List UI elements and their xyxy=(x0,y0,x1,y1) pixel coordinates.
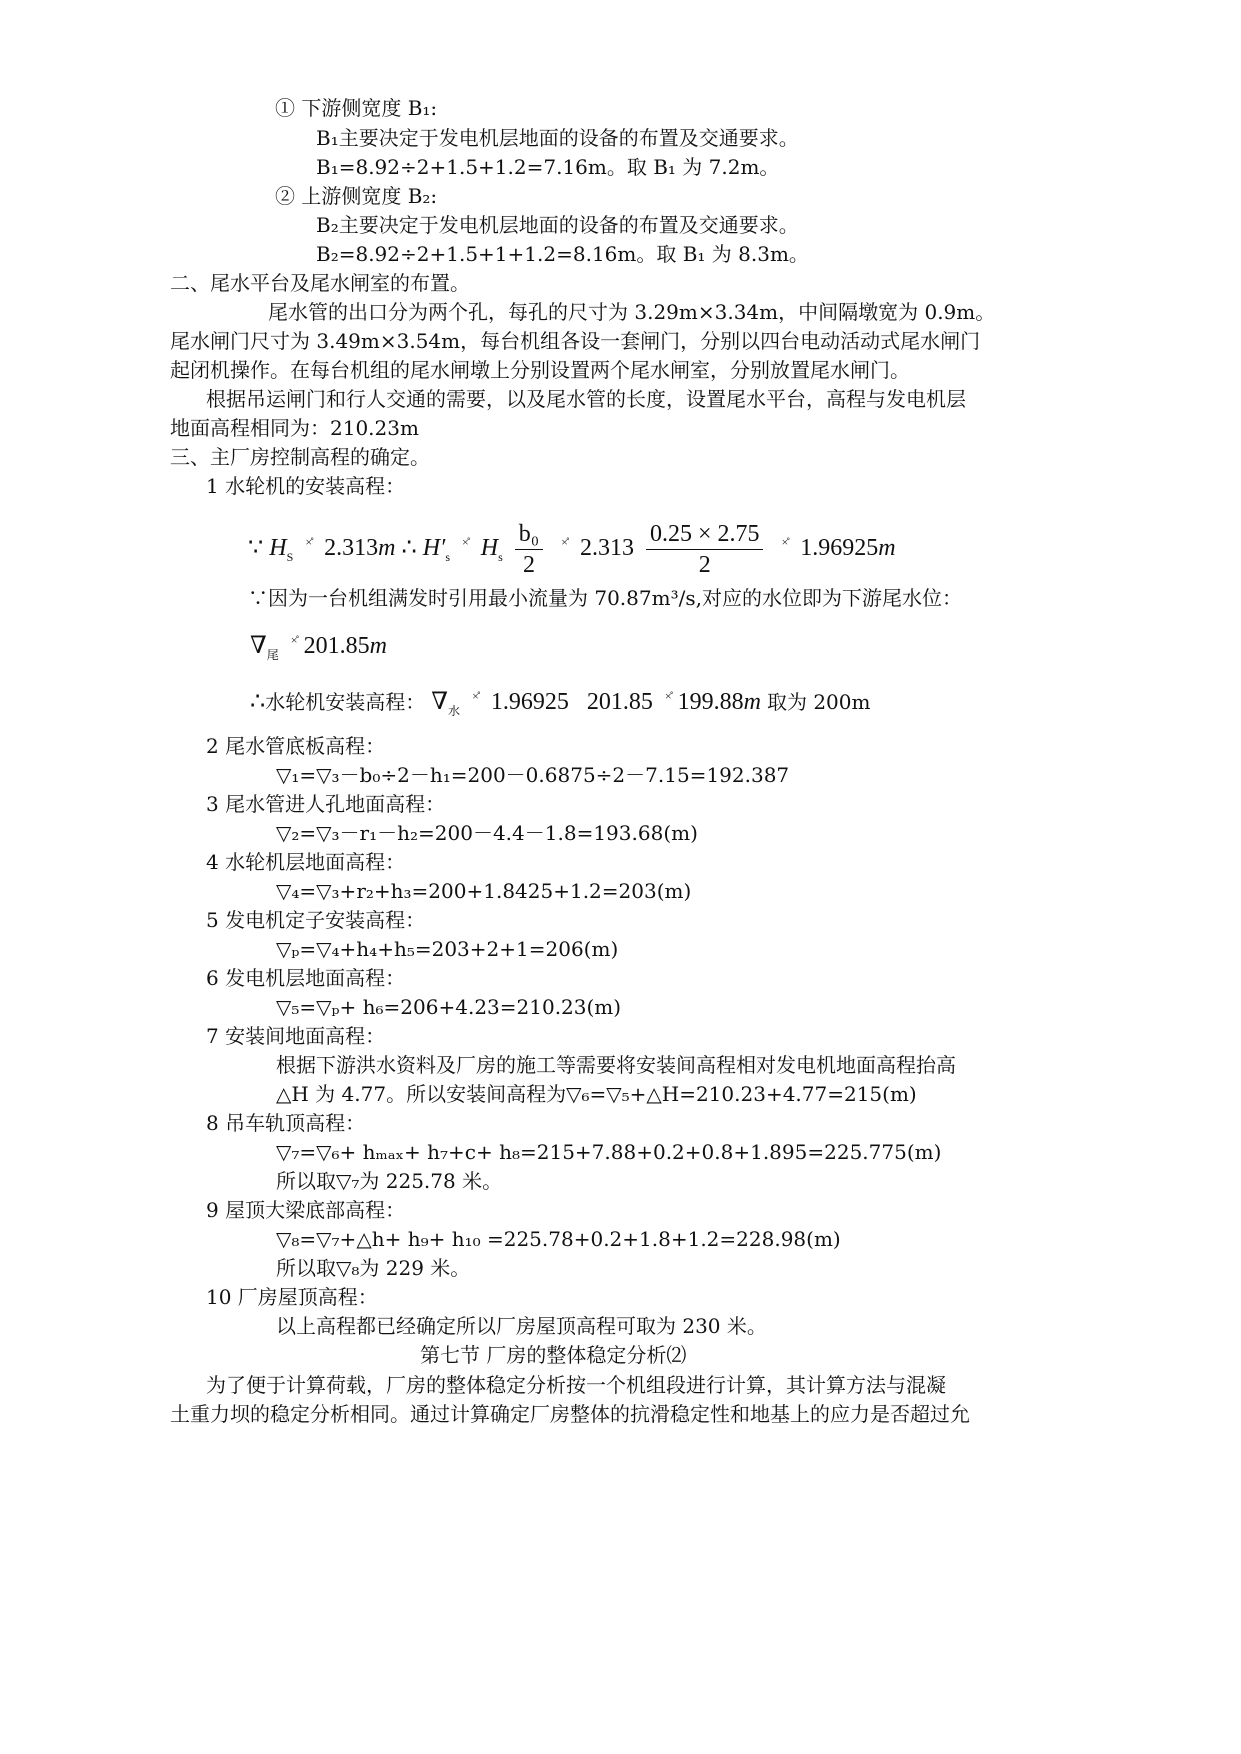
line-b2-calc: B₂=8.92÷2+1.5+1+1.2=8.16m。取 B₁ 为 8.3m。 xyxy=(316,242,809,266)
formula-line: ▽₁=▽₃－b₀÷2－h₁=200－0.6875÷2－7.15=192.387 xyxy=(276,763,790,787)
eq-sub: s xyxy=(445,549,450,564)
paragraph-line: 地面高程相同为：210.23m xyxy=(170,416,419,440)
paragraph-line: 所以取▽₇为 225.78 米。 xyxy=(276,1169,503,1193)
therefore-symbol: ∴ xyxy=(250,689,266,715)
eq-value: 201.85 xyxy=(303,633,370,659)
paragraph-line: 根据下游洪水资料及厂房的施工等需要将安装间高程相对发电机地面高程抬高 xyxy=(276,1053,956,1077)
eq-glitch: ×̊ xyxy=(664,689,672,703)
paragraph-line: 起闭机操作。在每台机组的尾水闸墩上分别设置两个尾水闸室，分别放置尾水闸门。 xyxy=(170,358,910,382)
eq-value: 1.96925 xyxy=(800,535,879,561)
paragraph-line: 尾水闸门尺寸为 3.49m×3.54m，每台机组各设一套闸门，分别以四台电动活动式尾水闸门 xyxy=(170,329,981,353)
eq-var-hs: H xyxy=(480,535,499,561)
line-b2-desc: B₂主要决定于发电机层地面的设备的布置及交通要求。 xyxy=(316,213,799,237)
line-b1-desc: B₁主要决定于发电机层地面的设备的布置及交通要求。 xyxy=(316,126,799,150)
eq-value: 199.88 xyxy=(677,689,744,715)
eq-tail: 取为 200m xyxy=(766,690,871,714)
eq-unit: m xyxy=(378,535,396,561)
therefore-symbol: ∴ xyxy=(401,535,417,561)
eq-glitch: ×̊ xyxy=(781,535,789,549)
because-symbol: ∵ xyxy=(248,535,264,561)
equation-hs xyxy=(248,512,896,587)
eq-value: 2.313 xyxy=(324,535,379,561)
fraction-product xyxy=(646,519,764,580)
line-b1-heading: ① 下游侧宽度 B₁: xyxy=(275,96,438,120)
eq-sub: 尾 xyxy=(266,647,279,662)
eq-glitch: ×̊ xyxy=(472,689,479,703)
eq-value: 2.313 xyxy=(579,535,634,561)
item-heading-7: 7 安装间地面高程： xyxy=(206,1024,386,1048)
fraction-numerator: b₀ xyxy=(515,519,543,550)
eq-sub: S xyxy=(286,549,294,564)
item-heading-8: 8 吊车轨顶高程： xyxy=(206,1111,366,1135)
paragraph-line: 根据吊运闸门和行人交通的需要，以及尾水管的长度，设置尾水平台，高程与发电机层 xyxy=(206,387,966,411)
equation-tailwater xyxy=(250,622,387,673)
eq-value: 1.96925 xyxy=(490,689,569,715)
paragraph-line: 为了便于计算荷载，厂房的整体稳定分析按一个机组段进行计算，其计算方法与混凝 xyxy=(206,1373,946,1397)
item-heading-1: 1 水轮机的安装高程： xyxy=(206,474,406,498)
item-heading-4: 4 水轮机层地面高程： xyxy=(206,850,406,874)
paragraph-line: 所以取▽₈为 229 米。 xyxy=(276,1256,471,1280)
eq-glitch: ×̊ xyxy=(305,535,313,549)
section-title: 第七节 厂房的整体稳定分析⑵ xyxy=(420,1343,687,1367)
formula-line: ▽₄=▽₃+r₂+h₃=200+1.8425+1.2=203(m) xyxy=(276,879,692,903)
paragraph-line: 尾水管的出口分为两个孔，每孔的尺寸为 3.29m×3.34m，中间隔墩宽为 0.9m。 xyxy=(268,300,996,324)
paragraph-line: 以上高程都已经确定所以厂房屋顶高程可取为 230 米。 xyxy=(276,1314,767,1338)
equation-install-elevation xyxy=(250,678,870,729)
eq-glitch: ×̊ xyxy=(461,535,469,549)
nabla-symbol: ∇ xyxy=(250,633,267,659)
line-tailwater-note: ∵因为一台机组满发时引用最小流量为 70.87m³/s,对应的水位即为下游尾水位： xyxy=(248,586,962,610)
line-b2-heading: ② 上游侧宽度 B₂: xyxy=(275,184,438,208)
eq-value: 201.85 xyxy=(586,689,653,715)
formula-line: ▽₂=▽₃－r₁－h₂=200－4.4－1.8=193.68(m) xyxy=(276,821,698,845)
item-heading-9: 9 屋顶大梁底部高程： xyxy=(206,1198,406,1222)
formula-line: ▽₈=▽₇+△h+ h₉+ h₁₀ =225.78+0.2+1.8+1.2=228.98(m) xyxy=(276,1227,841,1251)
formula-line: ▽₅=▽ₚ+ h₆=206+4.23=210.23(m) xyxy=(276,995,622,1019)
eq-text: 水轮机安装高程： xyxy=(265,690,426,714)
nabla-symbol: ∇ xyxy=(431,689,449,715)
eq-glitch: ×̊ xyxy=(290,633,298,647)
formula-line: △H 为 4.77。所以安装间高程为▽₆=▽₅+△H=210.23+4.77=215(m) xyxy=(276,1082,917,1106)
fraction-denominator: 2 xyxy=(522,551,535,578)
eq-glitch: ×̊ xyxy=(561,535,568,549)
item-heading-5: 5 发电机定子安装高程： xyxy=(206,908,426,932)
eq-sub: 水 xyxy=(448,703,461,718)
line-b1-calc: B₁=8.92÷2+1.5+1.2=7.16m。取 B₁ 为 7.2m。 xyxy=(316,155,780,179)
paragraph-line: 土重力坝的稳定分析相同。通过计算确定厂房整体的抗滑稳定性和地基上的应力是否超过允 xyxy=(170,1402,970,1426)
item-heading-2: 2 尾水管底板高程： xyxy=(206,734,386,758)
item-heading-10: 10 厂房屋顶高程： xyxy=(206,1285,378,1309)
eq-unit: m xyxy=(743,689,761,715)
eq-sub: s xyxy=(498,549,503,564)
eq-unit: m xyxy=(369,633,387,659)
eq-var-hs-prime: H′ xyxy=(422,535,446,561)
formula-line: ▽ₚ=▽₄+h₄+h₅=203+2+1=206(m) xyxy=(276,937,619,961)
fraction-b0 xyxy=(515,519,543,580)
eq-unit: m xyxy=(878,535,896,561)
fraction-numerator: 0.25 × 2.75 xyxy=(646,519,764,550)
item-heading-6: 6 发电机层地面高程： xyxy=(206,966,406,990)
section-heading-2: 二、尾水平台及尾水闸室的布置。 xyxy=(170,271,470,295)
section-heading-3: 三、主厂房控制高程的确定。 xyxy=(170,445,430,469)
eq-var-hs: H xyxy=(269,535,287,561)
fraction-denominator: 2 xyxy=(698,551,711,578)
formula-line: ▽₇=▽₆+ hₘₐₓ+ h₇+c+ h₈=215+7.88+0.2+0.8+1.895=225.775(m) xyxy=(276,1140,942,1164)
item-heading-3: 3 尾水管进人孔地面高程： xyxy=(206,792,446,816)
